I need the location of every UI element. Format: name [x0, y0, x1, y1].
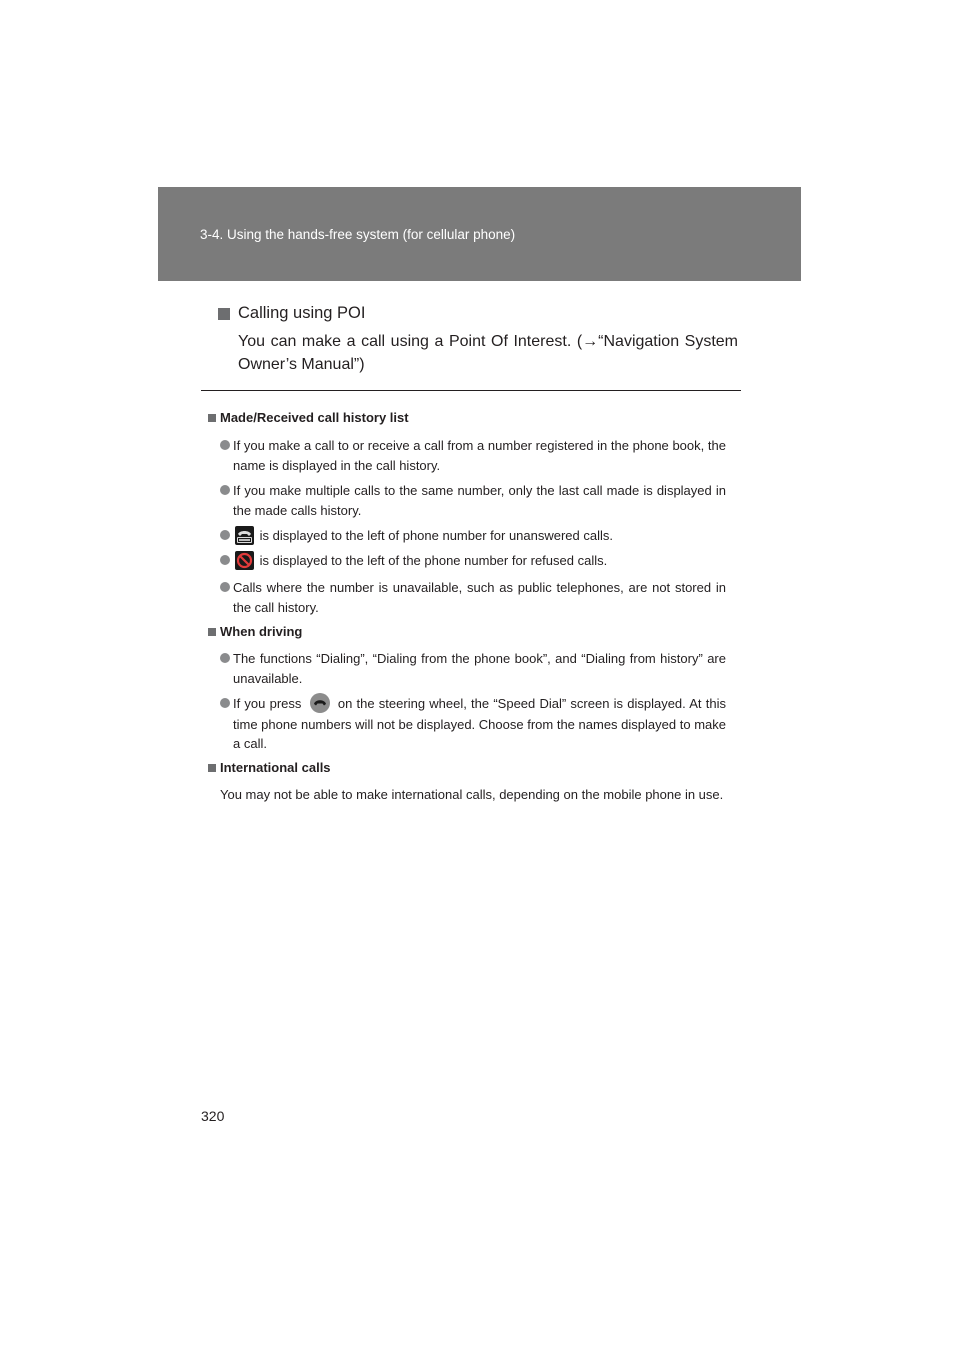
list-item — [220, 578, 726, 617]
list-item-text: Calls where the number is unavailable, such as public telephones, are not stored in the call history. — [233, 580, 726, 615]
list-item — [220, 481, 726, 520]
list-item-text: The functions “Dialing”, “Dialing from the phone book”, and “Dialing from history” are unavailable. — [233, 651, 726, 686]
bullet-icon — [220, 440, 230, 450]
list-item — [220, 436, 726, 475]
list-item — [220, 526, 726, 546]
list-item-text-before: If you press — [233, 696, 302, 711]
absent-call-icon — [235, 526, 254, 545]
list-item — [220, 694, 726, 754]
divider — [201, 390, 741, 391]
bullet-icon — [220, 530, 230, 540]
section-header-title: 3-4. Using the hands-free system (for cellular phone) — [200, 227, 516, 242]
note-heading-call-history — [208, 410, 409, 425]
off-hook-switch-icon — [310, 693, 330, 713]
refused-call-icon — [235, 551, 254, 570]
list-item-text: If you make a call to or receive a call from a number registered in the phone book, the name is displayed in the call history. — [233, 438, 726, 473]
page-number: 320 — [201, 1108, 225, 1124]
list-item-text: If you make multiple calls to the same number, only the last call made is displayed in the made calls history. — [233, 483, 726, 518]
bullet-icon — [220, 485, 230, 495]
note-body: You may not be able to make international calls, depending on the mobile phone in use. — [220, 787, 724, 802]
heading-square-icon — [208, 414, 216, 422]
bullet-icon — [220, 653, 230, 663]
bullet-icon — [220, 582, 230, 592]
note-heading-international-calls — [208, 760, 331, 775]
note-heading-text: International calls — [220, 760, 331, 775]
note-heading-text: Made/Received call history list — [220, 410, 409, 425]
heading-square-icon — [208, 628, 216, 636]
bullet-icon — [220, 555, 230, 565]
list-item-text-after: on the steering wheel, the “Speed Dial” screen is displayed. At this time phone numbers will not be displayed. Choose from the names displayed to make a call. — [233, 696, 726, 752]
heading-square-icon — [218, 308, 230, 320]
section-intro: You can make a call using a Point Of Interest. (→“Navigation System Owner’s Manual”) — [238, 333, 738, 373]
bullet-icon — [220, 698, 230, 708]
section-heading — [218, 304, 365, 323]
section-heading-text: Calling using POI — [238, 304, 366, 322]
note-heading-text: When driving — [220, 624, 303, 639]
list-item-text: is displayed to the left of phone number for unanswered calls. — [259, 528, 613, 543]
section-header-band — [158, 187, 801, 281]
list-item-text: is displayed to the left of the phone number for refused calls. — [259, 553, 608, 568]
list-item — [220, 551, 726, 571]
list-item — [220, 649, 726, 688]
heading-square-icon — [208, 764, 216, 772]
note-heading-when-driving — [208, 624, 302, 639]
